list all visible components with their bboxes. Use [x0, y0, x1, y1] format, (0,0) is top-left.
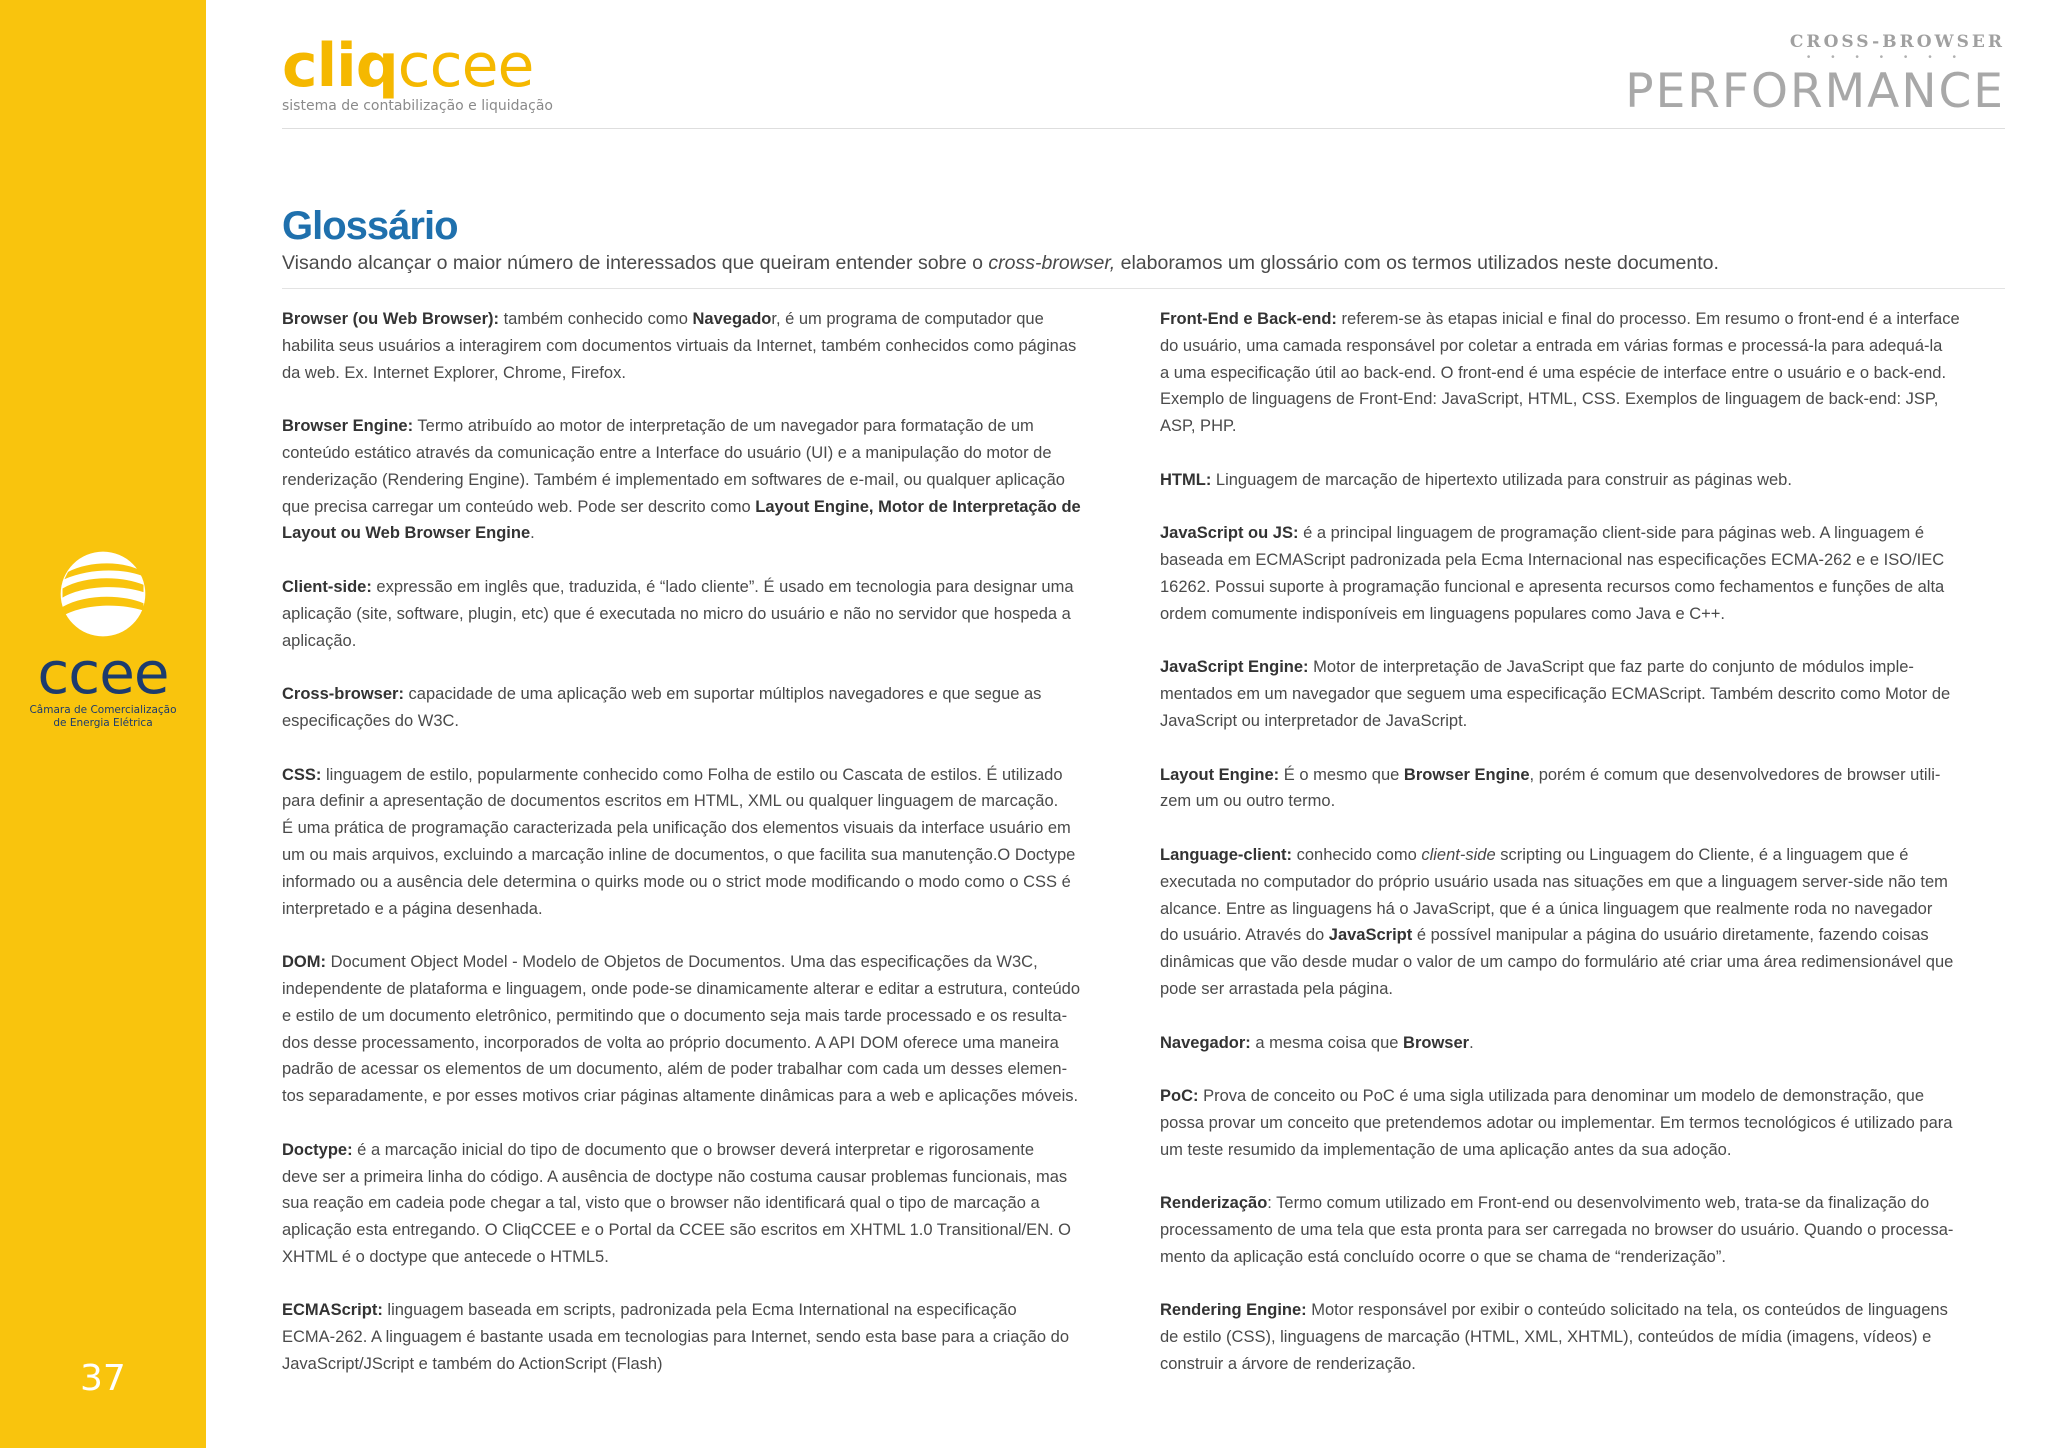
- glossary-text: XHTML é o doctype que antecede o HTML5.: [282, 1247, 609, 1266]
- glossary-text: é possível manipular a página do usuário diretamente, fazendo coisas: [1412, 926, 1929, 945]
- cliqccee-logo: [282, 32, 553, 100]
- glossary-term: Rendering Engine:: [1160, 1301, 1307, 1320]
- glossary-entry: [282, 1137, 1112, 1271]
- glossary-text: processamento de uma tela que esta pronta para ser carregada no browser do usuário. Quando o processa-: [1160, 1221, 1954, 1240]
- glossary-text: para definir a apresentação de documentos escritos em HTML, XML ou qualquer linguagem de marcação.: [282, 792, 1059, 811]
- glossary-text: : Termo comum utilizado em Front-end ou desenvolvimento web, trata-se da finalização do: [1267, 1194, 1930, 1213]
- cliqccee-brand: [282, 32, 553, 114]
- glossary-text: alcance. Entre as linguagens há o JavaScript, que é a única linguagem que realmente roda no navegador: [1160, 899, 1933, 918]
- glossary-term: JavaScript ou JS:: [1160, 524, 1299, 543]
- glossary-text: mentados em um navegador que seguem uma especificação ECMAScript. Também descrito como Motor de: [1160, 685, 1951, 704]
- ccee-subtitle-line1: Câmara de Comercialização: [29, 704, 177, 716]
- glossary-text: conhecido como: [1292, 845, 1422, 864]
- glossary-text: aplicação.: [282, 631, 357, 650]
- glossary-text: habilita seus usuários a interagirem com documentos virtuais da Internet, também conhecidos como páginas: [282, 336, 1077, 355]
- intro-text-start: Visando alcançar o maior número de interessados que queiram entender sobre o: [282, 252, 989, 274]
- glossary-term: Client-side:: [282, 577, 372, 596]
- glossary-text: pode ser arrastada pela página.: [1160, 979, 1393, 998]
- glossary-entry: [282, 762, 1112, 923]
- glossary-term: Language-client:: [1160, 845, 1293, 864]
- glossary-entry: [1160, 654, 2005, 734]
- glossary-text: a mesma coisa que: [1250, 1033, 1404, 1052]
- glossary-entry: [282, 413, 1112, 547]
- glossary-entry: [282, 574, 1112, 654]
- glossary-term: DOM:: [282, 953, 326, 972]
- glossary-text: É uma prática de programação caracterizada pela unificação dos elementos visuais da interface usuário em: [282, 819, 1071, 838]
- glossary-text: .: [530, 524, 535, 543]
- glossary-text: linguagem baseada em scripts, padronizada pela Ecma International na especificação: [382, 1301, 1017, 1320]
- glossary-text: Browser Engine: [1403, 765, 1530, 784]
- brand-bold-part: cliq: [282, 31, 398, 101]
- glossary-entry: [282, 681, 1112, 735]
- title-divider: [282, 288, 2005, 289]
- glossary-term: PoC:: [1160, 1087, 1199, 1106]
- intro-paragraph: [282, 252, 1719, 275]
- glossary-term: Navegador:: [1160, 1033, 1251, 1052]
- glossary-text: conteúdo estático através da comunicação entre a Interface do usuário (UI) e a manipulação do motor de: [282, 443, 1052, 462]
- glossary-text: Document Object Model - Modelo de Objetos de Documentos. Uma das especificações da W3C,: [326, 953, 1038, 972]
- glossary-entry: [282, 306, 1112, 386]
- glossary-entry: [1160, 1297, 2005, 1377]
- glossary-text: aplicação (site, software, plugin, etc) que é executada no micro do usuário e não no servidor que hospeda a: [282, 604, 1071, 623]
- intro-text-italic: cross-browser,: [988, 252, 1116, 274]
- glossary-term: HTML:: [1160, 470, 1212, 489]
- glossary-term: Renderização: [1160, 1194, 1268, 1213]
- glossary-term: Cross-browser:: [282, 685, 404, 704]
- glossary-text: interpretado e a página desenhada.: [282, 899, 543, 918]
- ccee-logo: [0, 548, 206, 730]
- glossary-text: Motor responsável por exibir o conteúdo solicitado na tela, os conteúdos de linguagens: [1306, 1301, 1948, 1320]
- glossary-text: possa provar um conceito que pretendemos adotar ou implementar. Em termos tecnológicos é utilizado para: [1160, 1113, 1953, 1132]
- glossary-text: especificações do W3C.: [282, 711, 459, 730]
- glossary-entry: [1160, 762, 2005, 816]
- glossary-text: , porém é comum que desenvolvedores de browser utili-: [1529, 765, 1941, 784]
- section-kicker: CROSS-BROWSER: [1789, 32, 2005, 52]
- glossary-text: é a marcação inicial do tipo de documento que o browser deverá interpretar e rigorosamente: [352, 1140, 1035, 1159]
- page-title: Glossário: [282, 204, 458, 248]
- glossary-text: baseada em ECMAScript padronizada pela Ecma Internacional nas especificações ECMA-262 e e ISO/IEC: [1160, 551, 1945, 570]
- glossary-entry: [1160, 520, 2005, 627]
- sidebar: [0, 0, 206, 1448]
- section-title: PERFORMANCE: [1625, 64, 2005, 119]
- glossary-text: do usuário. Através do: [1160, 926, 1329, 945]
- glossary-entry: [1160, 467, 2005, 494]
- glossary-text: também conhecido como: [498, 310, 693, 328]
- brand-light-part: ccee: [397, 31, 534, 101]
- glossary-text: e estilo de um documento eletrônico, permitindo que o documento seja mais tarde processado e os resulta-: [282, 1006, 1068, 1025]
- glossary-text: deve ser a primeira linha do código. A ausência de doctype não costuma causar problemas funcionais, mas: [282, 1167, 1068, 1186]
- glossary-text: Layout Engine, Motor de Interpretação de: [755, 497, 1081, 516]
- glossary-term: Front-End e Back-end:: [1160, 310, 1337, 328]
- glossary-text: tos separadamente, e por esses motivos criar páginas altamente dinâmicas para a web e aplicações móveis.: [282, 1087, 1079, 1106]
- glossary-text: executada no computador do próprio usuário usada nas situações em que a linguagem server-side não tem: [1160, 872, 1948, 891]
- glossary-text: padrão de acessar os elementos de um documento, além de poder trabalhar com cada um desses elemen-: [282, 1060, 1068, 1079]
- glossary-text: ordem comumente indisponíveis em linguagens populares como Java e C++.: [1160, 604, 1725, 623]
- glossary-term: ECMAScript:: [282, 1301, 383, 1320]
- section-header: [1625, 32, 2005, 118]
- header-divider: [282, 128, 2005, 129]
- glossary-text: Prova de conceito ou PoC é uma sigla utilizada para denominar um modelo de demonstração, que: [1198, 1087, 1925, 1106]
- glossary-text: zem um ou outro termo.: [1160, 792, 1336, 811]
- glossary-text: é a principal linguagem de programação client-side para páginas web. A linguagem é: [1298, 524, 1925, 543]
- glossary-column-right: [1160, 306, 2005, 1405]
- glossary-term: JavaScript Engine:: [1160, 658, 1309, 677]
- glossary-text: sua reação em cadeia pode chegar a tal, visto que o browser não identificará qual o tipo de marcação a: [282, 1194, 1040, 1213]
- page-number: 37: [80, 1358, 126, 1399]
- glossary-text: Motor de interpretação de JavaScript que faz parte do conjunto de módulos imple-: [1308, 658, 1914, 677]
- glossary-text: um teste resumido da implementação de uma aplicação antes da sua adoção.: [1160, 1140, 1732, 1159]
- glossary-text: r, é um programa de computador que: [771, 310, 1044, 328]
- glossary-text: Exemplo de linguagens de Front-End: JavaScript, HTML, CSS. Exemplos de linguagem de back-end: JSP,: [1160, 390, 1939, 409]
- glossary-text: informado ou a ausência dele determina o quirks mode ou o strict mode modificando o modo como o CSS é: [282, 872, 1071, 891]
- glossary-text: a uma especificação útil ao back-end. O front-end é uma espécie de interface entre o usuário e o back-end.: [1160, 363, 1947, 382]
- dots-divider: • • • • • • •: [1806, 52, 1965, 63]
- glossary-term: Layout Engine:: [1160, 765, 1280, 784]
- glossary-text: É o mesmo que: [1279, 765, 1404, 784]
- glossary-text: do usuário, uma camada responsável por coletar a entrada em várias formas e processá-la para adequá-la: [1160, 336, 1943, 355]
- glossary-text: Layout ou Web Browser Engine: [282, 524, 531, 543]
- glossary-text: construir a árvore de renderização.: [1160, 1355, 1416, 1374]
- glossary-term: Browser (ou Web Browser):: [282, 310, 499, 328]
- glossary-text: renderização (Rendering Engine). Também é implementado em softwares de e-mail, ou qualquer aplicação: [282, 470, 1065, 489]
- glossary-entry: [1160, 1190, 2005, 1270]
- glossary-text: 16262. Possui suporte à programação funcional e apresenta recursos como fechamentos e funções de alta: [1160, 577, 1945, 596]
- glossary-text: mento da aplicação está concluído ocorre o que se chama de “renderização”.: [1160, 1247, 1726, 1266]
- glossary-text: que precisa carregar um conteúdo web. Pode ser descrito como: [282, 497, 756, 516]
- glossary-text: expressão em inglês que, traduzida, é “lado cliente”. É usado em tecnologia para designar uma: [371, 577, 1074, 596]
- glossary-text: capacidade de uma aplicação web em suportar múltiplos navegadores e que segue as: [403, 685, 1042, 704]
- glossary-term: Doctype:: [282, 1140, 353, 1159]
- glossary-entry: [282, 1297, 1112, 1377]
- glossary-text: .: [1469, 1033, 1474, 1052]
- glossary-term: Browser Engine:: [282, 417, 414, 436]
- glossary-text: linguagem de estilo, popularmente conhecido como Folha de estilo ou Cascata de estilos. É utilizado: [321, 765, 1063, 784]
- glossary-term: CSS:: [282, 765, 322, 784]
- glossary-text: dinâmicas que vão desde mudar o valor de um campo do formulário até criar uma área redimensionável que: [1160, 953, 1954, 972]
- glossary-text: Browser: [1403, 1033, 1470, 1052]
- glossary-entry: [1160, 1083, 2005, 1163]
- glossary-text: JavaScript: [1328, 926, 1413, 945]
- glossary-entry: [1160, 842, 2005, 1003]
- glossary-text: da web. Ex. Internet Explorer, Chrome, Firefox.: [282, 363, 626, 382]
- glossary-text: JavaScript ou interpretador de JavaScript.: [1160, 711, 1468, 730]
- ccee-subtitle-line2: de Energia Elétrica: [53, 717, 153, 729]
- ccee-emblem-icon: [57, 548, 149, 640]
- glossary-column-left: [282, 306, 1112, 1405]
- glossary-text: Termo atribuído ao motor de interpretação de um navegador para formatação de um: [413, 417, 1034, 436]
- glossary-text: ECMA-262. A linguagem é bastante usada em tecnologias para Internet, sendo esta base para a criação do: [282, 1328, 1070, 1347]
- glossary-text: Navegado: [692, 310, 772, 328]
- glossary-text: scripting ou Linguagem do Cliente, é a linguagem que é: [1495, 845, 1909, 864]
- glossary-text: ASP, PHP.: [1160, 417, 1237, 436]
- intro-text-end: elaboramos um glossário com os termos utilizados neste documento.: [1115, 252, 1719, 274]
- glossary-entry: [1160, 1030, 2005, 1057]
- glossary-text: Linguagem de marcação de hipertexto utilizada para construir as páginas web.: [1211, 470, 1792, 489]
- glossary-text: aplicação esta entregando. O CliqCCEE e o Portal da CCEE são escritos em XHTML 1.0 Transitional/EN. O: [282, 1221, 1071, 1240]
- glossary-text: dos desse processamento, incorporados de volta ao próprio documento. A API DOM oferece uma maneira: [282, 1033, 1059, 1052]
- glossary-entry: [1160, 306, 2005, 440]
- glossary-text: client-side: [1421, 845, 1496, 864]
- glossary-text: independente de plataforma e linguagem, onde pode-se dinamicamente alterar e editar a estrutura, conteúdo: [282, 979, 1081, 998]
- glossary-text: referem-se às etapas inicial e final do processo. Em resumo o front-end é a interface: [1336, 310, 1960, 328]
- glossary-text: JavaScript/JScript e também do ActionScript (Flash): [282, 1355, 663, 1374]
- glossary-text: de estilo (CSS), linguagens de marcação (HTML, XML, XHTML), conteúdos de mídia (imagens, vídeos) e: [1160, 1328, 1932, 1347]
- glossary-text: um ou mais arquivos, excluindo a marcação inline de documentos, o que facilita sua manutenção.O Doctype: [282, 845, 1076, 864]
- ccee-wordmark: ccee: [37, 639, 169, 707]
- glossary-entry: [282, 949, 1112, 1110]
- brand-tagline: sistema de contabilização e liquidação: [282, 98, 553, 114]
